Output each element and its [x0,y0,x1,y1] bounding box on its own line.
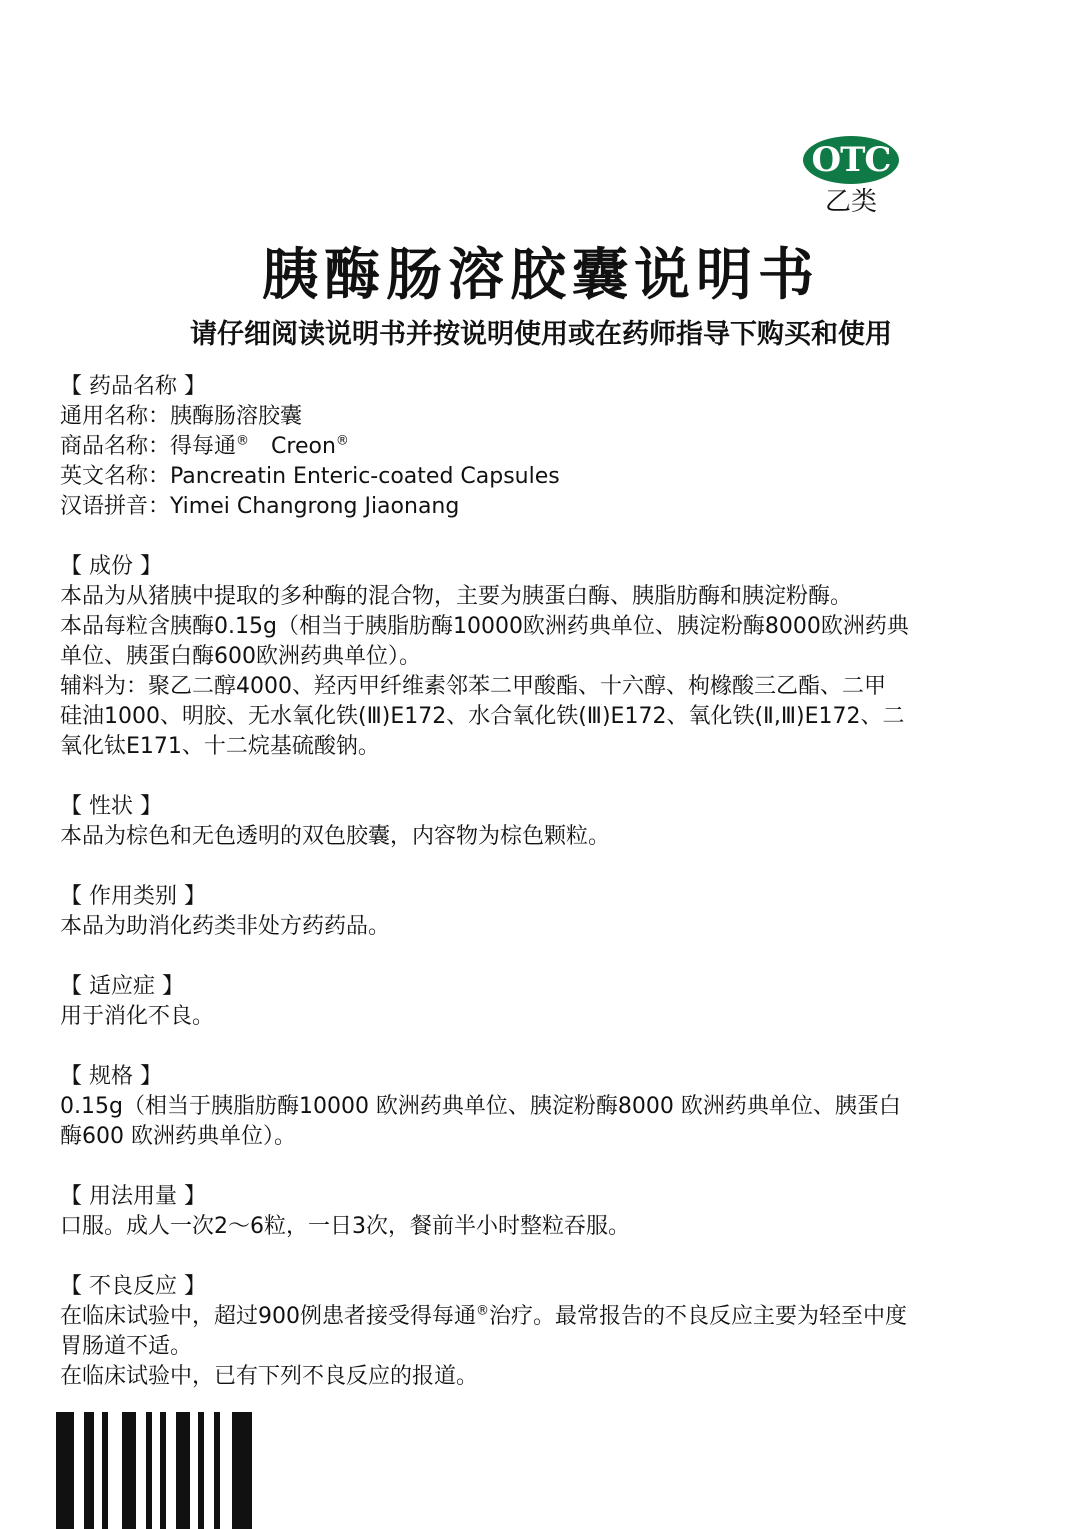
leaflet-content [60,372,1020,1422]
section-adverse-reactions [60,1272,1020,1392]
text-line: 本品为棕色和无色透明的双色胶囊，内容物为棕色颗粒。 [60,824,611,849]
document-subtitle: 请仔细阅读说明书并按说明使用或在药师指导下购买和使用 [190,319,892,350]
english-name: 英文名称：Pancreatin Enteric-coated Capsules [60,464,560,489]
section-heading: 【 用法用量 】 [60,1184,206,1209]
section-heading: 【 适应症 】 [60,974,184,999]
document-title: 胰酶肠溶胶囊说明书 [262,243,820,308]
barcode-bar [176,1412,190,1529]
generic-name: 通用名称：胰酶肠溶胶囊 [60,404,303,429]
text-line: 单位、胰蛋白酶600欧洲药典单位）。 [60,644,421,669]
text-line: 本品为助消化药类非处方药药品。 [60,914,391,939]
text-line [60,1302,1020,1332]
barcode-bar [56,1412,74,1529]
section-heading: 【 成份 】 [60,554,162,579]
text-line: 硅油1000、明胶、无水氧化铁(Ⅲ)E172、水合氧化铁(Ⅲ)E172、氧化铁(Ⅱ,Ⅲ)E172、二 [60,704,905,729]
text-line: 口服。成人一次2～6粒，一日3次，餐前半小时整粒吞服。 [60,1214,630,1239]
section-appearance [60,792,1020,852]
trade-name [60,432,1020,462]
section-heading: 【 规格 】 [60,1064,162,1089]
section-heading: 【 性状 】 [60,794,162,819]
barcode [56,1412,252,1529]
text-line: 辅料为：聚乙二醇4000、羟丙甲纤维素邻苯二甲酸酯、十六醇、枸橼酸三乙酯、二甲 [60,674,886,699]
text-line: 0.15g（相当于胰脂肪酶10000 欧洲药典单位、胰淀粉酶8000 欧洲药典单位、胰蛋白 [60,1094,901,1119]
section-category [60,882,1020,942]
barcode-bar [122,1412,136,1529]
trade-name-en: Creon [271,434,336,459]
otc-badge-label: OTC [811,140,891,180]
text-fragment: 治疗。最常报告的不良反应主要为轻至中度 [489,1304,908,1329]
barcode-bar [160,1412,166,1529]
text-line: 用于消化不良。 [60,1004,215,1029]
section-drug-name [60,372,1020,522]
section-heading: 【 作用类别 】 [60,884,206,909]
text-line: 胃肠道不适。 [60,1334,193,1359]
text-fragment: 在临床试验中，超过900例患者接受得每通 [60,1304,476,1329]
text-line: 酶600 欧洲药典单位）。 [60,1124,296,1149]
registered-mark: ® [236,433,250,449]
section-heading: 【 不良反应 】 [60,1274,206,1299]
section-specification [60,1062,1020,1152]
section-ingredients [60,552,1020,762]
text-line: 在临床试验中，已有下列不良反应的报道。 [60,1364,479,1389]
registered-mark: ® [335,433,349,449]
otc-category: 乙类 [824,187,877,217]
barcode-bar [232,1412,252,1529]
trade-name-label: 商品名称： [60,434,171,459]
text-line: 本品每粒含胰酶0.15g（相当于胰脂肪酶10000欧洲药典单位、胰淀粉酶8000欧洲药典 [60,614,909,639]
barcode-bar [84,1412,94,1529]
text-line: 本品为从猪胰中提取的多种酶的混合物，主要为胰蛋白酶、胰脂肪酶和胰淀粉酶。 [60,584,853,609]
barcode-bar [214,1412,220,1529]
section-dosage [60,1182,1020,1242]
barcode-bar [198,1412,204,1529]
section-heading: 【 药品名称 】 [60,374,206,399]
barcode-bar [146,1412,152,1529]
registered-mark: ® [476,1303,489,1319]
section-indications [60,972,1020,1032]
otc-badge [803,136,899,184]
barcode-bar [102,1412,108,1529]
text-line: 氧化钛E171、十二烷基硫酸钠。 [60,734,380,759]
trade-name-cn: 得每通 [170,434,237,459]
pinyin-name: 汉语拼音：Yimei Changrong Jiaonang [60,494,460,519]
